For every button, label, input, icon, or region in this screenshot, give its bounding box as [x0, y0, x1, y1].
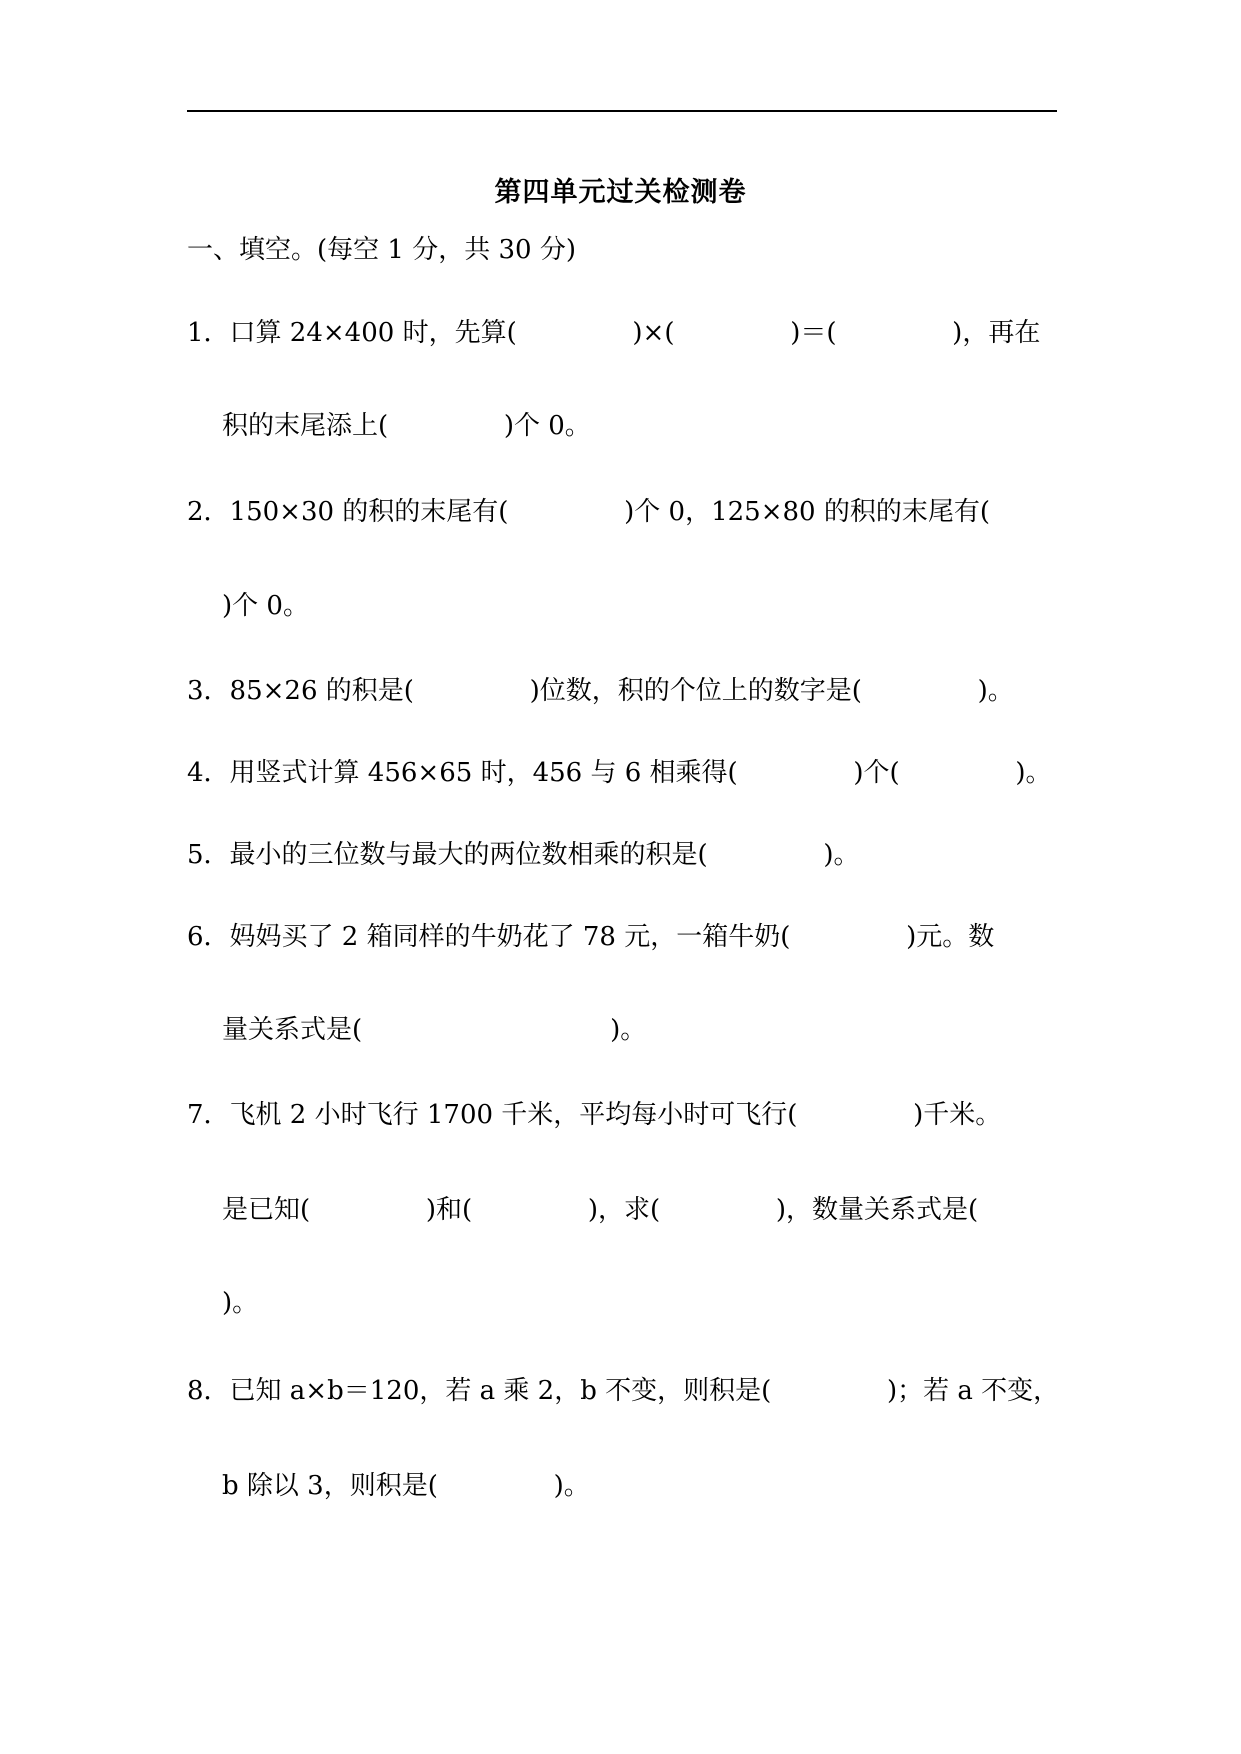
question-2-line-1: 2．150×30 的积的末尾有( )个 0，125×80 的积的末尾有(	[187, 497, 991, 527]
header-rule	[187, 110, 1057, 112]
question-6-line-2: 量关系式是( )。	[222, 1015, 647, 1045]
question-1-line-2: 积的末尾添上( )个 0。	[222, 411, 591, 441]
section-heading: 一、填空。(每空 1 分，共 30 分)	[187, 235, 576, 265]
question-7-line-1: 7．飞机 2 小时飞行 1700 千米，平均每小时可飞行( )千米。	[187, 1100, 1002, 1130]
question-8-line-1: 8．已知 a×b＝120，若 a 乘 2，b 不变，则积是( )；若 a 不变，	[187, 1376, 1060, 1406]
question-5: 5．最小的三位数与最大的两位数相乘的积是( )。	[187, 840, 860, 870]
question-4: 4．用竖式计算 456×65 时，456 与 6 相乘得( )个( )。	[187, 758, 1052, 788]
question-1-line-1: 1．口算 24×400 时，先算( )×( )＝( )，再在	[187, 318, 1041, 348]
question-7-line-3: )。	[222, 1288, 259, 1318]
question-7-line-2: 是已知( )和( )，求( )，数量关系式是(	[222, 1195, 979, 1225]
page-title: 第四单元过关检测卷	[494, 177, 747, 208]
question-8-line-2: b 除以 3，则积是( )。	[222, 1471, 590, 1501]
question-2-line-2: )个 0。	[222, 591, 309, 621]
question-6-line-1: 6．妈妈买了 2 箱同样的牛奶花了 78 元，一箱牛奶( )元。数	[187, 922, 995, 952]
question-3: 3．85×26 的积是( )位数，积的个位上的数字是( )。	[187, 676, 1014, 706]
